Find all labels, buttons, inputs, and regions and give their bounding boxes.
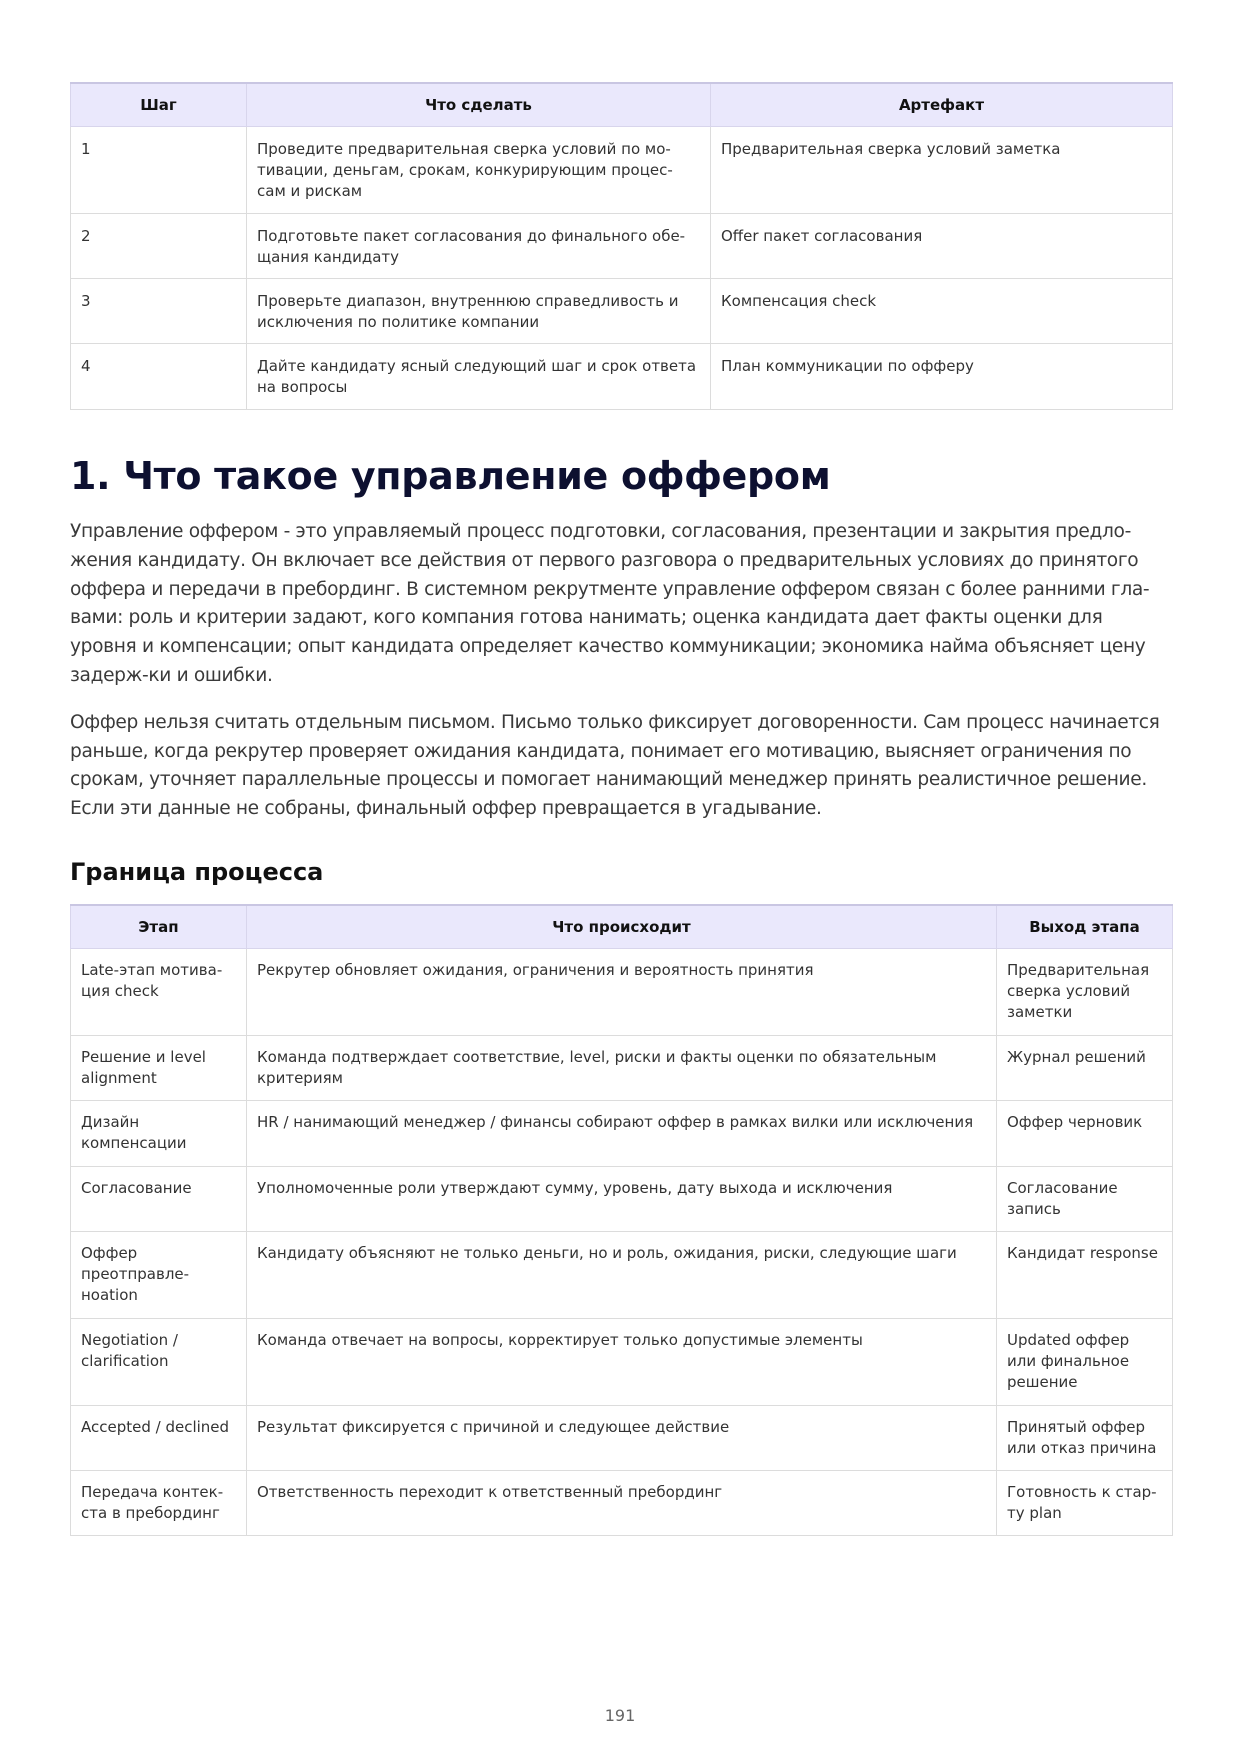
stage-name: Дизайн компенсации: [71, 1100, 247, 1166]
table-row: [71, 1318, 1173, 1405]
stage-output: Журнал решений: [997, 1035, 1173, 1100]
header-stage-output: Выход этапа: [997, 905, 1173, 949]
step-artifact: Компенсация check: [711, 279, 1173, 344]
stage-name: Согласование: [71, 1166, 247, 1231]
step-number: 4: [71, 344, 247, 410]
header-what-happens: Что происходит: [247, 905, 997, 949]
body-paragraph: Оффер нельзя считать отдельным письмом. Письмо только фиксирует договоренности. Сам процесс начинается раньше, когда рекрутер проверяет ожидания кандидата, понимает его мотивацию, выясняет ограничения по срокам, уточняет параллельные процессы и помогает нанимающий менеджер принять реалистичное решение. Если эти данные не собраны, финальный оффер превращается в угадывание.: [70, 711, 1160, 820]
page-number: 191: [604, 1706, 636, 1725]
step-action: Дайте кандидату ясный следующий шаг и срок ответа на вопросы: [247, 344, 711, 410]
stage-output: Предварительная сверка условий заметки: [997, 948, 1173, 1035]
section-title: 1. Что такое управление оффером: [70, 454, 831, 498]
step-number: 1: [71, 127, 247, 214]
table-row: [71, 1100, 1173, 1166]
stage-name: Late-этап мотива-ция check: [71, 948, 247, 1035]
subsection-title: Граница процесса: [70, 857, 324, 886]
stage-output: Updated оффер или финальное решение: [997, 1318, 1173, 1405]
stage-output: Принятый оффер или отказ причина: [997, 1405, 1173, 1470]
header-artifact: Артефакт: [711, 83, 1173, 127]
table-row: [71, 127, 1173, 214]
table-row: [71, 1470, 1173, 1535]
stage-description: Результат фиксируется с причиной и следующее действие: [247, 1405, 997, 1470]
steps-table: [70, 82, 1173, 410]
table-row: [71, 344, 1173, 410]
stage-name: Оффер преотправле-ноation: [71, 1231, 247, 1318]
stage-description: Уполномоченные роли утверждают сумму, уровень, дату выхода и исключения: [247, 1166, 997, 1231]
step-action: Проведите предварительная сверка условий по мо-тивации, деньгам, срокам, конкурирующим процес-сам и рискам: [247, 127, 711, 214]
stage-description: Команда подтверждает соответствие, level, риски и факты оценки по обязательным критериям: [247, 1035, 997, 1100]
stage-description: Рекрутер обновляет ожидания, ограничения и вероятность принятия: [247, 948, 997, 1035]
header-stage: Этап: [71, 905, 247, 949]
step-number: 2: [71, 214, 247, 279]
stage-name: Accepted / declined: [71, 1405, 247, 1470]
stage-description: HR / нанимающий менеджер / финансы собирают оффер в рамках вилки или исключения: [247, 1100, 997, 1166]
table-row: [71, 1231, 1173, 1318]
stage-description: Команда отвечает на вопросы, корректирует только допустимые элементы: [247, 1318, 997, 1405]
table-row: [71, 1035, 1173, 1100]
stage-name: Negotiation / clarification: [71, 1318, 247, 1405]
stage-description: Ответственность переходит к ответственный пребординг: [247, 1470, 997, 1535]
table-row: [71, 279, 1173, 344]
stage-name: Решение и level alignment: [71, 1035, 247, 1100]
stage-output: Готовность к стар-ту plan: [997, 1470, 1173, 1535]
stage-output: Кандидат response: [997, 1231, 1173, 1318]
table-row: [71, 1166, 1173, 1231]
document-page: [70, 82, 1172, 1536]
table-row: [71, 1405, 1173, 1470]
step-artifact: Offer пакет согласования: [711, 214, 1173, 279]
header-step: Шаг: [71, 83, 247, 127]
body-paragraph: Управление оффером - это управляемый процесс подготовки, согласования, презентации и закрытия предло-жения кандидату. Он включает все действия от первого разговора о предварительных условиях до принятого оффера и передачи в пребординг. В системном рекрутменте управление оффером связан с более ранними гла-вами: роль и критерии задают, кого компания готова нанимать; оценка кандидата дает факты оценки для уровня и компенсации; опыт кандидата определяет качество коммуникации; экономика найма объясняет цену задерж-ки и ошибки.: [70, 521, 1150, 686]
process-table: [70, 904, 1173, 1536]
step-artifact: План коммуникации по офферу: [711, 344, 1173, 410]
table-row: [71, 948, 1173, 1035]
stage-description: Кандидату объясняют не только деньги, но и роль, ожидания, риски, следующие шаги: [247, 1231, 997, 1318]
step-number: 3: [71, 279, 247, 344]
step-action: Подготовьте пакет согласования до финального обе-щания кандидату: [247, 214, 711, 279]
stage-output: Оффер черновик: [997, 1100, 1173, 1166]
table-header-row: [71, 83, 1173, 127]
stage-name: Передача контек-ста в пребординг: [71, 1470, 247, 1535]
step-action: Проверьте диапазон, внутреннюю справедливость и исключения по политике компании: [247, 279, 711, 344]
stage-output: Согласование запись: [997, 1166, 1173, 1231]
step-artifact: Предварительная сверка условий заметка: [711, 127, 1173, 214]
table-row: [71, 214, 1173, 279]
table-header-row: [71, 905, 1173, 949]
header-action: Что сделать: [247, 83, 711, 127]
